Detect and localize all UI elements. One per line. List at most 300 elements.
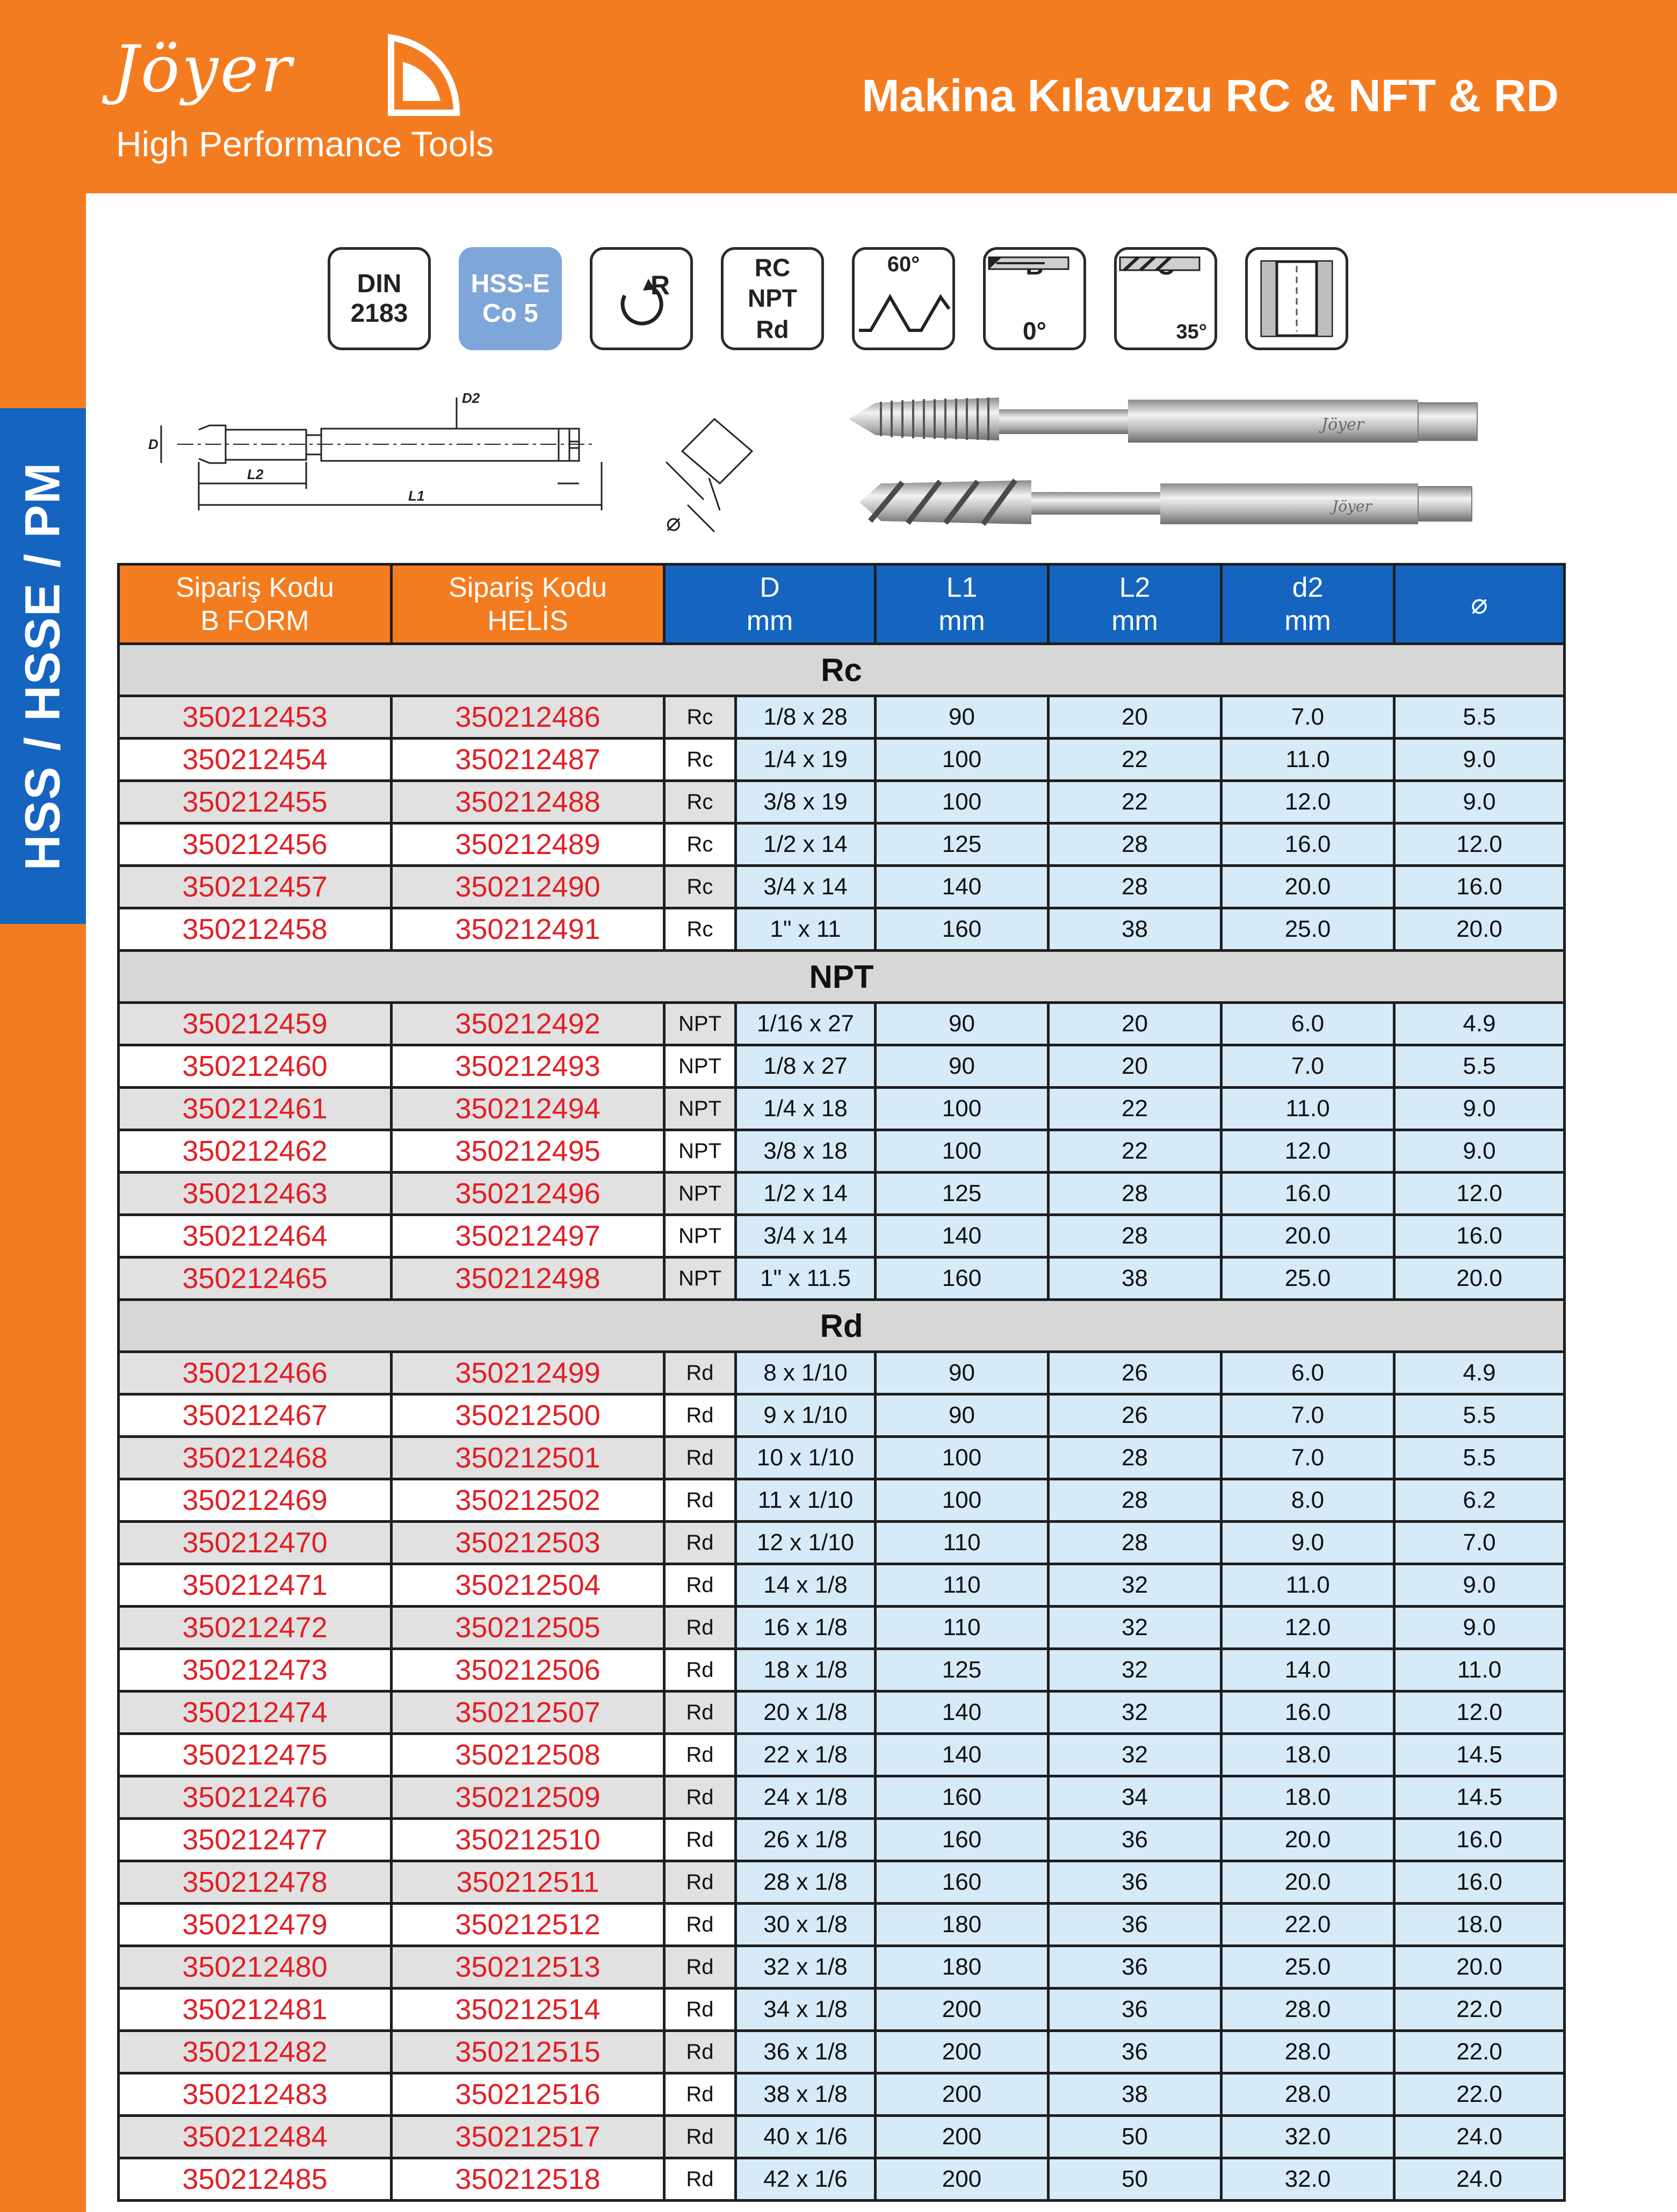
technical-drawing bbox=[145, 376, 612, 537]
l2-value: 36 bbox=[1049, 2031, 1221, 2073]
header-l2: L2 mm bbox=[1049, 565, 1221, 644]
helis-code: 350212499 bbox=[392, 1352, 664, 1394]
thread-type: Rc bbox=[664, 908, 736, 951]
d2-value: 16.0 bbox=[1221, 1173, 1394, 1215]
l1-value: 100 bbox=[876, 1130, 1049, 1173]
thread-type-npt: NPT bbox=[748, 284, 797, 313]
thread-size: 28 x 1/8 bbox=[736, 1861, 876, 1904]
l1-value: 160 bbox=[876, 1776, 1049, 1819]
thread-type: NPT bbox=[664, 1003, 736, 1045]
l1-value: 160 bbox=[876, 908, 1049, 951]
l2-value: 32 bbox=[1049, 1564, 1221, 1607]
brand-name: Jöyer bbox=[113, 32, 294, 107]
square-value: 16.0 bbox=[1394, 1819, 1565, 1861]
material-grade: HSS-E bbox=[471, 269, 550, 298]
table-row bbox=[119, 1130, 1565, 1173]
l2-value: 36 bbox=[1049, 1989, 1221, 2031]
helis-code: 350212518 bbox=[392, 2158, 664, 2201]
rotation-arrow-icon bbox=[592, 250, 690, 348]
helis-code: 350212493 bbox=[392, 1045, 664, 1088]
thread-type: NPT bbox=[664, 1257, 736, 1300]
drawing-label-l2: L2 bbox=[247, 466, 264, 482]
l2-value: 50 bbox=[1049, 2116, 1221, 2158]
section-title: NPT bbox=[119, 951, 1565, 1003]
helis-code: 350212491 bbox=[392, 908, 664, 951]
square-value: 24.0 bbox=[1394, 2158, 1565, 2201]
b-form-code: 350212473 bbox=[119, 1649, 392, 1691]
thread-size: 36 x 1/8 bbox=[736, 2031, 876, 2073]
thread-size: 1" x 11 bbox=[736, 908, 876, 951]
thread-type: Rd bbox=[664, 2158, 736, 2201]
helis-code: 350212488 bbox=[392, 781, 664, 823]
l1-value: 160 bbox=[876, 1819, 1049, 1861]
thread-size: 1" x 11.5 bbox=[736, 1257, 876, 1300]
b-form-code: 350212453 bbox=[119, 696, 392, 739]
l2-value: 38 bbox=[1049, 1257, 1221, 1300]
l1-value: 110 bbox=[876, 1522, 1049, 1564]
thread-type: NPT bbox=[664, 1173, 736, 1215]
square-value: 16.0 bbox=[1394, 1215, 1565, 1257]
helis-code: 350212509 bbox=[392, 1776, 664, 1819]
b-form-code: 350212477 bbox=[119, 1819, 392, 1861]
din-standard-icon bbox=[328, 247, 431, 350]
square-value: 20.0 bbox=[1394, 1946, 1565, 1989]
thread-type: NPT bbox=[664, 1088, 736, 1130]
b-form-code: 350212470 bbox=[119, 1522, 392, 1564]
thread-size: 1/4 x 19 bbox=[736, 739, 876, 781]
helis-code: 350212515 bbox=[392, 2031, 664, 2073]
d2-value: 32.0 bbox=[1221, 2158, 1394, 2201]
helis-code: 350212510 bbox=[392, 1819, 664, 1861]
l2-value: 26 bbox=[1049, 1394, 1221, 1437]
helis-code: 350212486 bbox=[392, 696, 664, 739]
table-row bbox=[119, 2158, 1565, 2201]
helis-code: 350212511 bbox=[392, 1861, 664, 1904]
b-form-code: 350212454 bbox=[119, 739, 392, 781]
thread-hole-icon bbox=[1245, 247, 1348, 350]
l2-value: 22 bbox=[1049, 781, 1221, 823]
l1-value: 90 bbox=[876, 696, 1049, 739]
table-row bbox=[119, 1003, 1565, 1045]
table-row bbox=[119, 1649, 1565, 1691]
b-form-code: 350212469 bbox=[119, 1479, 392, 1522]
table-row bbox=[119, 1394, 1565, 1437]
table-row bbox=[119, 1691, 1565, 1734]
thread-size: 1/8 x 28 bbox=[736, 696, 876, 739]
table-row bbox=[119, 1989, 1565, 2031]
b-form-code: 350212476 bbox=[119, 1776, 392, 1819]
thread-size: 1/2 x 14 bbox=[736, 1173, 876, 1215]
square-value: 5.5 bbox=[1394, 696, 1565, 739]
helis-code: 350212500 bbox=[392, 1394, 664, 1437]
b-form-code: 350212464 bbox=[119, 1215, 392, 1257]
b-form-angle: 0° bbox=[1023, 317, 1046, 345]
helis-code: 350212487 bbox=[392, 739, 664, 781]
l2-value: 22 bbox=[1049, 1130, 1221, 1173]
table-row bbox=[119, 1564, 1565, 1607]
b-form-code: 350212483 bbox=[119, 2073, 392, 2116]
b-form-code: 350212472 bbox=[119, 1607, 392, 1649]
square-value: 14.5 bbox=[1394, 1776, 1565, 1819]
thread-size: 40 x 1/6 bbox=[736, 2116, 876, 2158]
table-row bbox=[119, 781, 1565, 823]
d2-value: 7.0 bbox=[1221, 1437, 1394, 1479]
b-form-code: 350212478 bbox=[119, 1861, 392, 1904]
l2-value: 26 bbox=[1049, 1352, 1221, 1394]
thread-angle-icon bbox=[852, 247, 955, 350]
b-form-code: 350212479 bbox=[119, 1904, 392, 1946]
thread-size: 1/16 x 27 bbox=[736, 1003, 876, 1045]
l2-value: 32 bbox=[1049, 1649, 1221, 1691]
d2-value: 28.0 bbox=[1221, 1989, 1394, 2031]
l2-value: 36 bbox=[1049, 1946, 1221, 1989]
thread-type: Rd bbox=[664, 1734, 736, 1776]
b-form-code: 350212456 bbox=[119, 823, 392, 866]
thread-type: NPT bbox=[664, 1215, 736, 1257]
l1-value: 100 bbox=[876, 1088, 1049, 1130]
thread-size: 1/4 x 18 bbox=[736, 1088, 876, 1130]
helis-code: 350212497 bbox=[392, 1215, 664, 1257]
table-row bbox=[119, 1257, 1565, 1300]
square-value: 12.0 bbox=[1394, 1173, 1565, 1215]
square-value: 7.0 bbox=[1394, 1522, 1565, 1564]
helis-code: 350212496 bbox=[392, 1173, 664, 1215]
thread-size: 32 x 1/8 bbox=[736, 1946, 876, 1989]
l1-value: 200 bbox=[876, 1989, 1049, 2031]
thread-type: Rd bbox=[664, 1861, 736, 1904]
din-number: 2183 bbox=[350, 299, 408, 328]
d2-value: 18.0 bbox=[1221, 1734, 1394, 1776]
l2-value: 28 bbox=[1049, 866, 1221, 908]
thread-size: 18 x 1/8 bbox=[736, 1649, 876, 1691]
b-form-code: 350212461 bbox=[119, 1088, 392, 1130]
spec-icon-row bbox=[328, 247, 1348, 352]
thread-size: 34 x 1/8 bbox=[736, 1989, 876, 2031]
section-row bbox=[119, 1300, 1565, 1352]
section-title: Rd bbox=[119, 1300, 1565, 1352]
page-title: Makina Kılavuzu RC & NFT & RD bbox=[862, 70, 1559, 121]
table-row bbox=[119, 1173, 1565, 1215]
d2-value: 11.0 bbox=[1221, 1088, 1394, 1130]
thread-size: 30 x 1/8 bbox=[736, 1904, 876, 1946]
table-body bbox=[119, 644, 1565, 2201]
l1-value: 140 bbox=[876, 866, 1049, 908]
d2-value: 16.0 bbox=[1221, 823, 1394, 866]
square-value: 9.0 bbox=[1394, 1607, 1565, 1649]
square-value: 9.0 bbox=[1394, 781, 1565, 823]
tap-brand-engraving: Jöyer bbox=[1321, 415, 1364, 434]
thread-type: Rd bbox=[664, 2116, 736, 2158]
l2-value: 28 bbox=[1049, 1522, 1221, 1564]
square-value: 18.0 bbox=[1394, 1904, 1565, 1946]
d2-value: 22.0 bbox=[1221, 1904, 1394, 1946]
helis-code: 350212508 bbox=[392, 1734, 664, 1776]
table-row bbox=[119, 823, 1565, 866]
square-value: 24.0 bbox=[1394, 2116, 1565, 2158]
table-row bbox=[119, 739, 1565, 781]
l2-value: 22 bbox=[1049, 1088, 1221, 1130]
square-value: 5.5 bbox=[1394, 1394, 1565, 1437]
thread-type: Rd bbox=[664, 1352, 736, 1394]
thread-size: 22 x 1/8 bbox=[736, 1734, 876, 1776]
thread-type: Rc bbox=[664, 739, 736, 781]
l2-value: 36 bbox=[1049, 1819, 1221, 1861]
thread-size: 11 x 1/10 bbox=[736, 1479, 876, 1522]
thread-size: 16 x 1/8 bbox=[736, 1607, 876, 1649]
square-value: 11.0 bbox=[1394, 1649, 1565, 1691]
c-form-icon bbox=[1114, 247, 1217, 350]
square-value: 9.0 bbox=[1394, 739, 1565, 781]
brand-logo bbox=[113, 32, 494, 172]
l2-value: 32 bbox=[1049, 1691, 1221, 1734]
thread-size: 3/8 x 19 bbox=[736, 781, 876, 823]
helis-code: 350212489 bbox=[392, 823, 664, 866]
l2-value: 22 bbox=[1049, 739, 1221, 781]
d2-value: 6.0 bbox=[1221, 1352, 1394, 1394]
helis-code: 350212505 bbox=[392, 1607, 664, 1649]
material-cobalt: Co 5 bbox=[482, 299, 538, 328]
helis-code: 350212517 bbox=[392, 2116, 664, 2158]
through-hole-icon bbox=[1248, 250, 1346, 348]
l2-value: 20 bbox=[1049, 696, 1221, 739]
helis-code: 350212490 bbox=[392, 866, 664, 908]
thread-angle-value: 60° bbox=[887, 252, 920, 276]
thread-type: Rd bbox=[664, 1649, 736, 1691]
thread-size: 1/8 x 27 bbox=[736, 1045, 876, 1088]
table-row bbox=[119, 1946, 1565, 1989]
thread-size: 3/8 x 18 bbox=[736, 1130, 876, 1173]
thread-type: Rd bbox=[664, 2073, 736, 2116]
b-form-code: 350212459 bbox=[119, 1003, 392, 1045]
square-value: 9.0 bbox=[1394, 1130, 1565, 1173]
thread-type: Rd bbox=[664, 1904, 736, 1946]
b-form-code: 350212466 bbox=[119, 1352, 392, 1394]
b-form-code: 350212465 bbox=[119, 1257, 392, 1300]
l1-value: 140 bbox=[876, 1691, 1049, 1734]
drawing-label-d2: D2 bbox=[462, 390, 480, 406]
thread-type: NPT bbox=[664, 1130, 736, 1173]
table-row bbox=[119, 1437, 1565, 1479]
l1-value: 100 bbox=[876, 1479, 1049, 1522]
l1-value: 100 bbox=[876, 739, 1049, 781]
header-l1: L1 mm bbox=[876, 565, 1049, 644]
thread-type: Rd bbox=[664, 1946, 736, 1989]
d2-value: 16.0 bbox=[1221, 1691, 1394, 1734]
thread-type: Rc bbox=[664, 696, 736, 739]
b-form-code: 350212457 bbox=[119, 866, 392, 908]
d2-value: 7.0 bbox=[1221, 1394, 1394, 1437]
header-d: D mm bbox=[664, 565, 876, 644]
d2-value: 7.0 bbox=[1221, 696, 1394, 739]
square-value: 12.0 bbox=[1394, 1691, 1565, 1734]
square-value: 16.0 bbox=[1394, 1861, 1565, 1904]
l1-value: 125 bbox=[876, 1173, 1049, 1215]
square-value: 22.0 bbox=[1394, 1989, 1565, 2031]
thread-size: 1/2 x 14 bbox=[736, 823, 876, 866]
table-row bbox=[119, 1045, 1565, 1088]
d2-value: 11.0 bbox=[1221, 739, 1394, 781]
helis-code: 350212516 bbox=[392, 2073, 664, 2116]
l1-value: 180 bbox=[876, 1904, 1049, 1946]
thread-type: Rc bbox=[664, 823, 736, 866]
b-form-code: 350212467 bbox=[119, 1394, 392, 1437]
table-header-row bbox=[119, 565, 1565, 644]
square-value: 4.9 bbox=[1394, 1003, 1565, 1045]
d2-value: 28.0 bbox=[1221, 2073, 1394, 2116]
d2-value: 18.0 bbox=[1221, 1776, 1394, 1819]
d2-value: 20.0 bbox=[1221, 866, 1394, 908]
helis-code: 350212498 bbox=[392, 1257, 664, 1300]
thread-size: 42 x 1/6 bbox=[736, 2158, 876, 2201]
table-row bbox=[119, 1734, 1565, 1776]
d2-value: 12.0 bbox=[1221, 781, 1394, 823]
d2-value: 12.0 bbox=[1221, 1607, 1394, 1649]
table-row bbox=[119, 1776, 1565, 1819]
thread-type: Rd bbox=[664, 1394, 736, 1437]
section-title: Rc bbox=[119, 644, 1565, 696]
l2-value: 36 bbox=[1049, 1861, 1221, 1904]
thread-size: 24 x 1/8 bbox=[736, 1776, 876, 1819]
d2-value: 11.0 bbox=[1221, 1564, 1394, 1607]
drawing-label-l1: L1 bbox=[408, 488, 425, 504]
b-form-code: 350212471 bbox=[119, 1564, 392, 1607]
d2-value: 9.0 bbox=[1221, 1522, 1394, 1564]
helis-code: 350212513 bbox=[392, 1946, 664, 1989]
d2-value: 32.0 bbox=[1221, 2116, 1394, 2158]
helis-code: 350212501 bbox=[392, 1437, 664, 1479]
material-icon bbox=[459, 247, 562, 350]
l1-value: 90 bbox=[876, 1352, 1049, 1394]
l1-value: 200 bbox=[876, 2073, 1049, 2116]
header-b-form-code: Sipariş Kodu B FORM bbox=[119, 565, 392, 644]
thread-size: 9 x 1/10 bbox=[736, 1394, 876, 1437]
square-value: 20.0 bbox=[1394, 908, 1565, 951]
b-form-code: 350212484 bbox=[119, 2116, 392, 2158]
thread-type: Rc bbox=[664, 781, 736, 823]
l2-value: 34 bbox=[1049, 1776, 1221, 1819]
d2-value: 20.0 bbox=[1221, 1215, 1394, 1257]
thread-type: Rc bbox=[664, 866, 736, 908]
d2-value: 25.0 bbox=[1221, 1946, 1394, 1989]
square-value: 9.0 bbox=[1394, 1564, 1565, 1607]
l2-value: 28 bbox=[1049, 1437, 1221, 1479]
l1-value: 140 bbox=[876, 1215, 1049, 1257]
helis-code: 350212492 bbox=[392, 1003, 664, 1045]
brand-tagline: High Performance Tools bbox=[116, 124, 494, 164]
thread-type: Rd bbox=[664, 1607, 736, 1649]
rotation-letter: R bbox=[650, 270, 670, 300]
helis-code: 350212507 bbox=[392, 1691, 664, 1734]
l2-value: 32 bbox=[1049, 1607, 1221, 1649]
l1-value: 90 bbox=[876, 1394, 1049, 1437]
l1-value: 200 bbox=[876, 2158, 1049, 2201]
table-row bbox=[119, 1352, 1565, 1394]
square-value: 22.0 bbox=[1394, 2073, 1565, 2116]
d2-value: 20.0 bbox=[1221, 1861, 1394, 1904]
l2-value: 28 bbox=[1049, 1173, 1221, 1215]
header-square: ⌀ bbox=[1394, 565, 1565, 644]
thread-type: NPT bbox=[664, 1045, 736, 1088]
helis-code: 350212512 bbox=[392, 1904, 664, 1946]
helis-code: 350212504 bbox=[392, 1564, 664, 1607]
brand-mark-icon bbox=[381, 32, 462, 118]
l2-value: 20 bbox=[1049, 1045, 1221, 1088]
thread-type: Rd bbox=[664, 1776, 736, 1819]
table-row bbox=[119, 2031, 1565, 2073]
l1-value: 110 bbox=[876, 1607, 1049, 1649]
d2-value: 8.0 bbox=[1221, 1479, 1394, 1522]
page-header bbox=[0, 0, 1677, 193]
square-symbol: ⌀ bbox=[666, 508, 681, 537]
spiral-flute-icon bbox=[1117, 250, 1203, 279]
b-form-code: 350212482 bbox=[119, 2031, 392, 2073]
l1-value: 100 bbox=[876, 781, 1049, 823]
square-value: 6.2 bbox=[1394, 1479, 1565, 1522]
helis-code: 350212502 bbox=[392, 1479, 664, 1522]
l1-value: 125 bbox=[876, 1649, 1049, 1691]
b-form-code: 350212455 bbox=[119, 781, 392, 823]
thread-size: 10 x 1/10 bbox=[736, 1437, 876, 1479]
b-form-code: 350212480 bbox=[119, 1946, 392, 1989]
l2-value: 28 bbox=[1049, 1215, 1221, 1257]
square-value: 5.5 bbox=[1394, 1437, 1565, 1479]
d2-value: 25.0 bbox=[1221, 908, 1394, 951]
b-form-code: 350212481 bbox=[119, 1989, 392, 2031]
l2-value: 28 bbox=[1049, 823, 1221, 866]
straight-flute-tap-image bbox=[849, 381, 1483, 457]
l1-value: 180 bbox=[876, 1946, 1049, 1989]
l1-value: 90 bbox=[876, 1045, 1049, 1088]
c-form-angle: 35° bbox=[1176, 321, 1207, 344]
square-value: 5.5 bbox=[1394, 1045, 1565, 1088]
table-row bbox=[119, 908, 1565, 951]
thread-size: 8 x 1/10 bbox=[736, 1352, 876, 1394]
drawing-label-d: D bbox=[148, 436, 158, 452]
table-row bbox=[119, 2116, 1565, 2158]
l2-value: 36 bbox=[1049, 1904, 1221, 1946]
square-value: 20.0 bbox=[1394, 1257, 1565, 1300]
square-value: 16.0 bbox=[1394, 866, 1565, 908]
table-row bbox=[119, 2073, 1565, 2116]
table-row bbox=[119, 1607, 1565, 1649]
l1-value: 110 bbox=[876, 1564, 1049, 1607]
d2-value: 6.0 bbox=[1221, 1003, 1394, 1045]
thread-type: Rd bbox=[664, 1691, 736, 1734]
l2-value: 38 bbox=[1049, 908, 1221, 951]
square-value: 4.9 bbox=[1394, 1352, 1565, 1394]
l2-value: 32 bbox=[1049, 1734, 1221, 1776]
thread-type: Rd bbox=[664, 1437, 736, 1479]
b-form-code: 350212460 bbox=[119, 1045, 392, 1088]
thread-type-icon bbox=[721, 247, 824, 350]
thread-size: 38 x 1/8 bbox=[736, 2073, 876, 2116]
thread-size: 3/4 x 14 bbox=[736, 866, 876, 908]
l1-value: 160 bbox=[876, 1861, 1049, 1904]
d2-value: 25.0 bbox=[1221, 1257, 1394, 1300]
b-form-code: 350212462 bbox=[119, 1130, 392, 1173]
helis-code: 350212506 bbox=[392, 1649, 664, 1691]
header-helis-code: Sipariş Kodu HELİS bbox=[392, 565, 664, 644]
l2-value: 20 bbox=[1049, 1003, 1221, 1045]
d2-value: 28.0 bbox=[1221, 2031, 1394, 2073]
l1-value: 125 bbox=[876, 823, 1049, 866]
l1-value: 200 bbox=[876, 2031, 1049, 2073]
table-row bbox=[119, 866, 1565, 908]
thread-type-rc: RC bbox=[754, 253, 791, 281]
l1-value: 160 bbox=[876, 1257, 1049, 1300]
side-category-label: HSS / HSSE / PM bbox=[15, 461, 70, 871]
b-form-code: 350212458 bbox=[119, 908, 392, 951]
